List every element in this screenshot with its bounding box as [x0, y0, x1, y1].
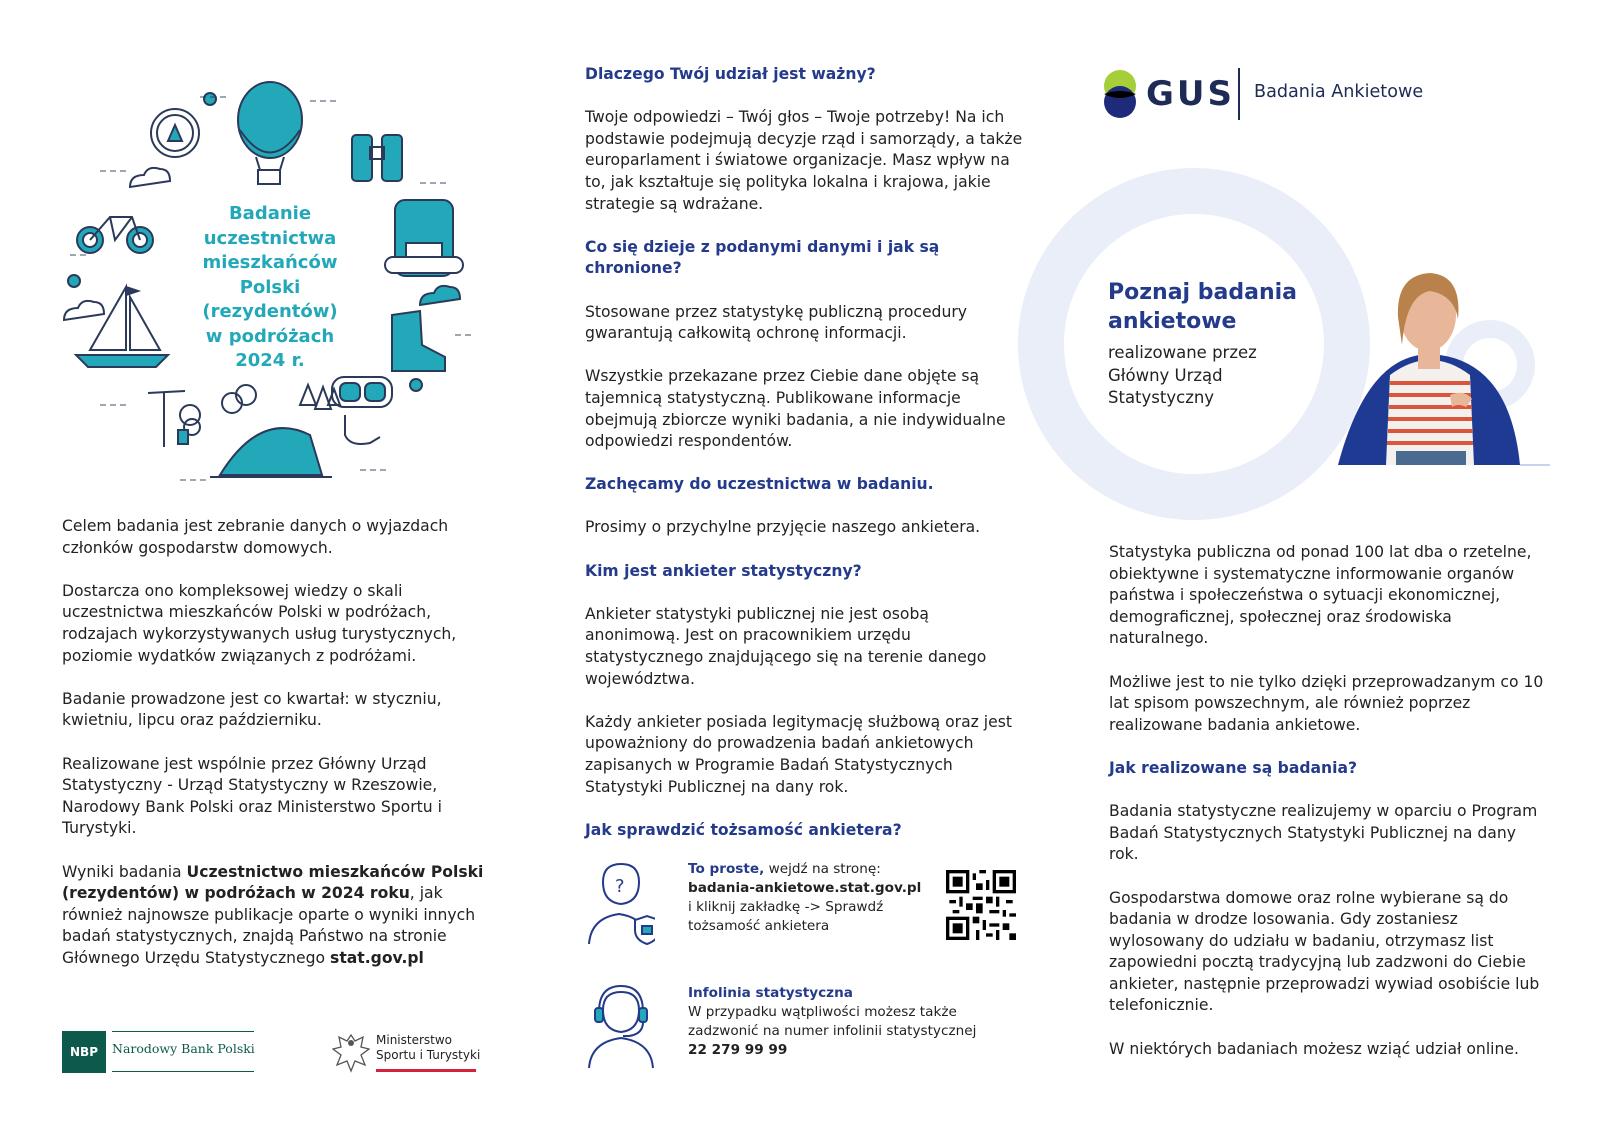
- gus-wordmark: GUS: [1146, 74, 1236, 114]
- survey-title: Badanie uczestnictwa mieszkańców Polski (rezydentów) w podróżach 2024 r.: [202, 203, 338, 371]
- polish-eagle-emblem-icon: [332, 1031, 370, 1075]
- nbp-logo: [62, 1031, 254, 1073]
- compass-icon: [151, 109, 199, 157]
- contact-text: i kliknij zakładkę -> Sprawdź: [688, 899, 884, 915]
- contact-highlight: To proste,: [688, 861, 765, 877]
- gus-subtitle: Badania Ankietowe: [1254, 82, 1424, 102]
- paragraph: Wszystkie przekazane przez Ciebie dane objęte są tajemnicą statystyczną. Publikowane informacje obejmują zbiorcze wyniki badania, a nie indywidualne odpowiedzi respondentów.: [585, 367, 1006, 451]
- cloud-icon: [420, 286, 460, 305]
- ice-axe-icon: [148, 391, 200, 447]
- sailboat-icon: [76, 287, 168, 367]
- contact-text: tożsamość ankietera: [688, 918, 830, 934]
- paragraph: Twoje odpowiedzi – Twój głos – Twoje potrzeby! Na ich podstawie podejmują decyzje rząd i samorządy, a także europarlament i światowe organizacje. Masz wpływ na to, jak kształtuje się polityka lokalna i krajowa, jakie strategie są wdrażane.: [585, 108, 1023, 213]
- paragraph: Stosowane przez statystykę publiczną procedury gwarantują całkowitą ochronę informacji.: [585, 302, 967, 343]
- paragraph: Dostarcza ono kompleksowej wiedzy o skali uczestnictwa mieszkańców Polski w podróżach, rodzajach wykorzystywanych usług turystycznych, poziomie wydatków związanych z podróżami.: [62, 581, 457, 665]
- hotline-operator-icon: [585, 984, 655, 1070]
- binoculars-icon: [352, 135, 402, 181]
- contact-text: wejdź na stronę:: [764, 861, 881, 877]
- hotline-text: W przypadku wątpliwości możesz także: [688, 1004, 957, 1020]
- svg-text:?: ?: [615, 876, 625, 897]
- nbp-abbr: NBP: [62, 1031, 106, 1073]
- cloud-icon: [64, 301, 104, 320]
- boot-icon: [392, 311, 445, 371]
- publication-title: Uczestnictwo mieszkańców Polski (rezydentów) w podróżach w 2024 roku: [62, 862, 484, 903]
- survey-website-link[interactable]: badania-ankietowe.stat.gov.pl: [688, 880, 922, 896]
- paragraph: Badanie prowadzone jest co kwartał: w styczniu, kwietniu, lipcu oraz październiku.: [62, 689, 442, 730]
- bicycle-icon: [77, 217, 153, 253]
- heading-why-important: Dlaczego Twój udział jest ważny?: [585, 65, 876, 83]
- diving-mask-icon: [332, 377, 392, 444]
- heading-who-is-interviewer: Kim jest ankieter statystyczny?: [585, 561, 862, 580]
- paragraph: Realizowane jest wspólnie przez Główny Urząd Statystyczny - Urząd Statystyczny w Rzeszowie, Narodowy Bank Polski oraz Ministerstwo Sportu i Turystyki.: [62, 754, 442, 838]
- heading-verify-identity: Jak sprawdzić tożsamość ankietera?: [585, 820, 902, 839]
- woman-photo-illustration: [1330, 255, 1550, 470]
- right-column-text: [1109, 542, 1549, 1082]
- hotline-text: zadzwonić na numer infolinii statystycznej: [688, 1023, 977, 1039]
- heading-encourage: Zachęcamy do uczestnictwa w badaniu.: [585, 475, 934, 494]
- paragraph: Ankieter statystyki publicznej nie jest osobą anonimową. Jest on pracownikiem urzędu statystycznego znajdującego się na terenie danego województwa.: [585, 604, 987, 688]
- ministry-line1: Ministerstwo: [376, 1033, 453, 1047]
- results-paragraph: [62, 862, 492, 970]
- ministry-line2: Sportu i Turystyki: [376, 1048, 481, 1062]
- middle-column-text: [585, 64, 1025, 863]
- gus-logo: [1102, 68, 1442, 122]
- heading-how-conducted: Jak realizowane są badania?: [1109, 758, 1358, 777]
- heading-data-protection: Co się dzieje z podanymi danymi i jak są chronione?: [585, 237, 940, 278]
- ministry-sport-logo: [332, 1027, 482, 1077]
- hot-air-balloon-icon: [238, 82, 302, 184]
- trees-icon: [222, 385, 340, 413]
- paragraph: Statystyka publiczna od ponad 100 lat dba o rzetelne, obiektywne i systematyczne informowanie organów państwa i społeczeństwa o sytuacji ekonomicznej, demograficznej, społecznej oraz środowiska naturalnego.: [1109, 543, 1532, 648]
- qr-code-icon[interactable]: [946, 870, 1016, 940]
- gus-emblem-icon: [1102, 70, 1138, 120]
- text-fragment: Wyniki badania: [62, 862, 187, 881]
- poznaj-subtitle: realizowane przez Główny Urząd Statystyczny: [1108, 343, 1257, 407]
- paragraph: Badania statystyczne realizujemy w oparciu o Program Badań Statystycznych Statystyki Publicznej na dany rok.: [1109, 802, 1538, 864]
- paragraph: Każdy ankieter posiada legitymację służbową oraz jest upoważniony do prowadzenia badań ankietowych zapisanych w Programie Badań Statystycznych Statystyki Publicznej na dany rok.: [585, 712, 1012, 796]
- cloud-icon: [130, 168, 170, 187]
- text-fragment: , jak również najnowsze publikacje oparte o wyniki innych badań statystycznych, znajdą Państwo na stronie Głównego Urzędu Statystycznego: [62, 884, 476, 967]
- paragraph: W niektórych badaniach możesz wziąć udział online.: [1109, 1039, 1519, 1058]
- hotline-phone[interactable]: 22 279 99 99: [688, 1042, 788, 1058]
- paragraph: Celem badania jest zebranie danych o wyjazdach członków gospodarstw domowych.: [62, 517, 449, 557]
- paragraph: Możliwe jest to nie tylko dzięki przeprowadzanym co 10 lat spisom powszechnym, ale również poprzez realizowane badania ankietowe.: [1109, 672, 1544, 734]
- paragraph: Prosimy o przychylne przyjęcie naszego ankietera.: [585, 518, 981, 537]
- tent-icon: [210, 428, 332, 477]
- backpack-icon: [385, 200, 463, 276]
- left-column-text: [62, 516, 492, 991]
- paragraph: Gospodarstwa domowe oraz rolne wybierane są do badania w drodze losowania. Gdy zostaniesz wylosowany do udziału w badaniu, otrzymasz list zapowiedni pocztą tradycyjną lub zadzwoni do Ciebie ankieter, następnie przeprowadzi wywiad osobiście lub telefonicznie.: [1109, 888, 1540, 1015]
- nbp-name: Narodowy Bank Polski: [112, 1041, 255, 1056]
- hotline-title: Infolinia statystyczna: [688, 985, 853, 1001]
- website-link[interactable]: stat.gov.pl: [330, 948, 424, 967]
- interviewer-question-icon: [585, 860, 655, 946]
- poznaj-title: Poznaj badania ankietowe: [1108, 280, 1297, 334]
